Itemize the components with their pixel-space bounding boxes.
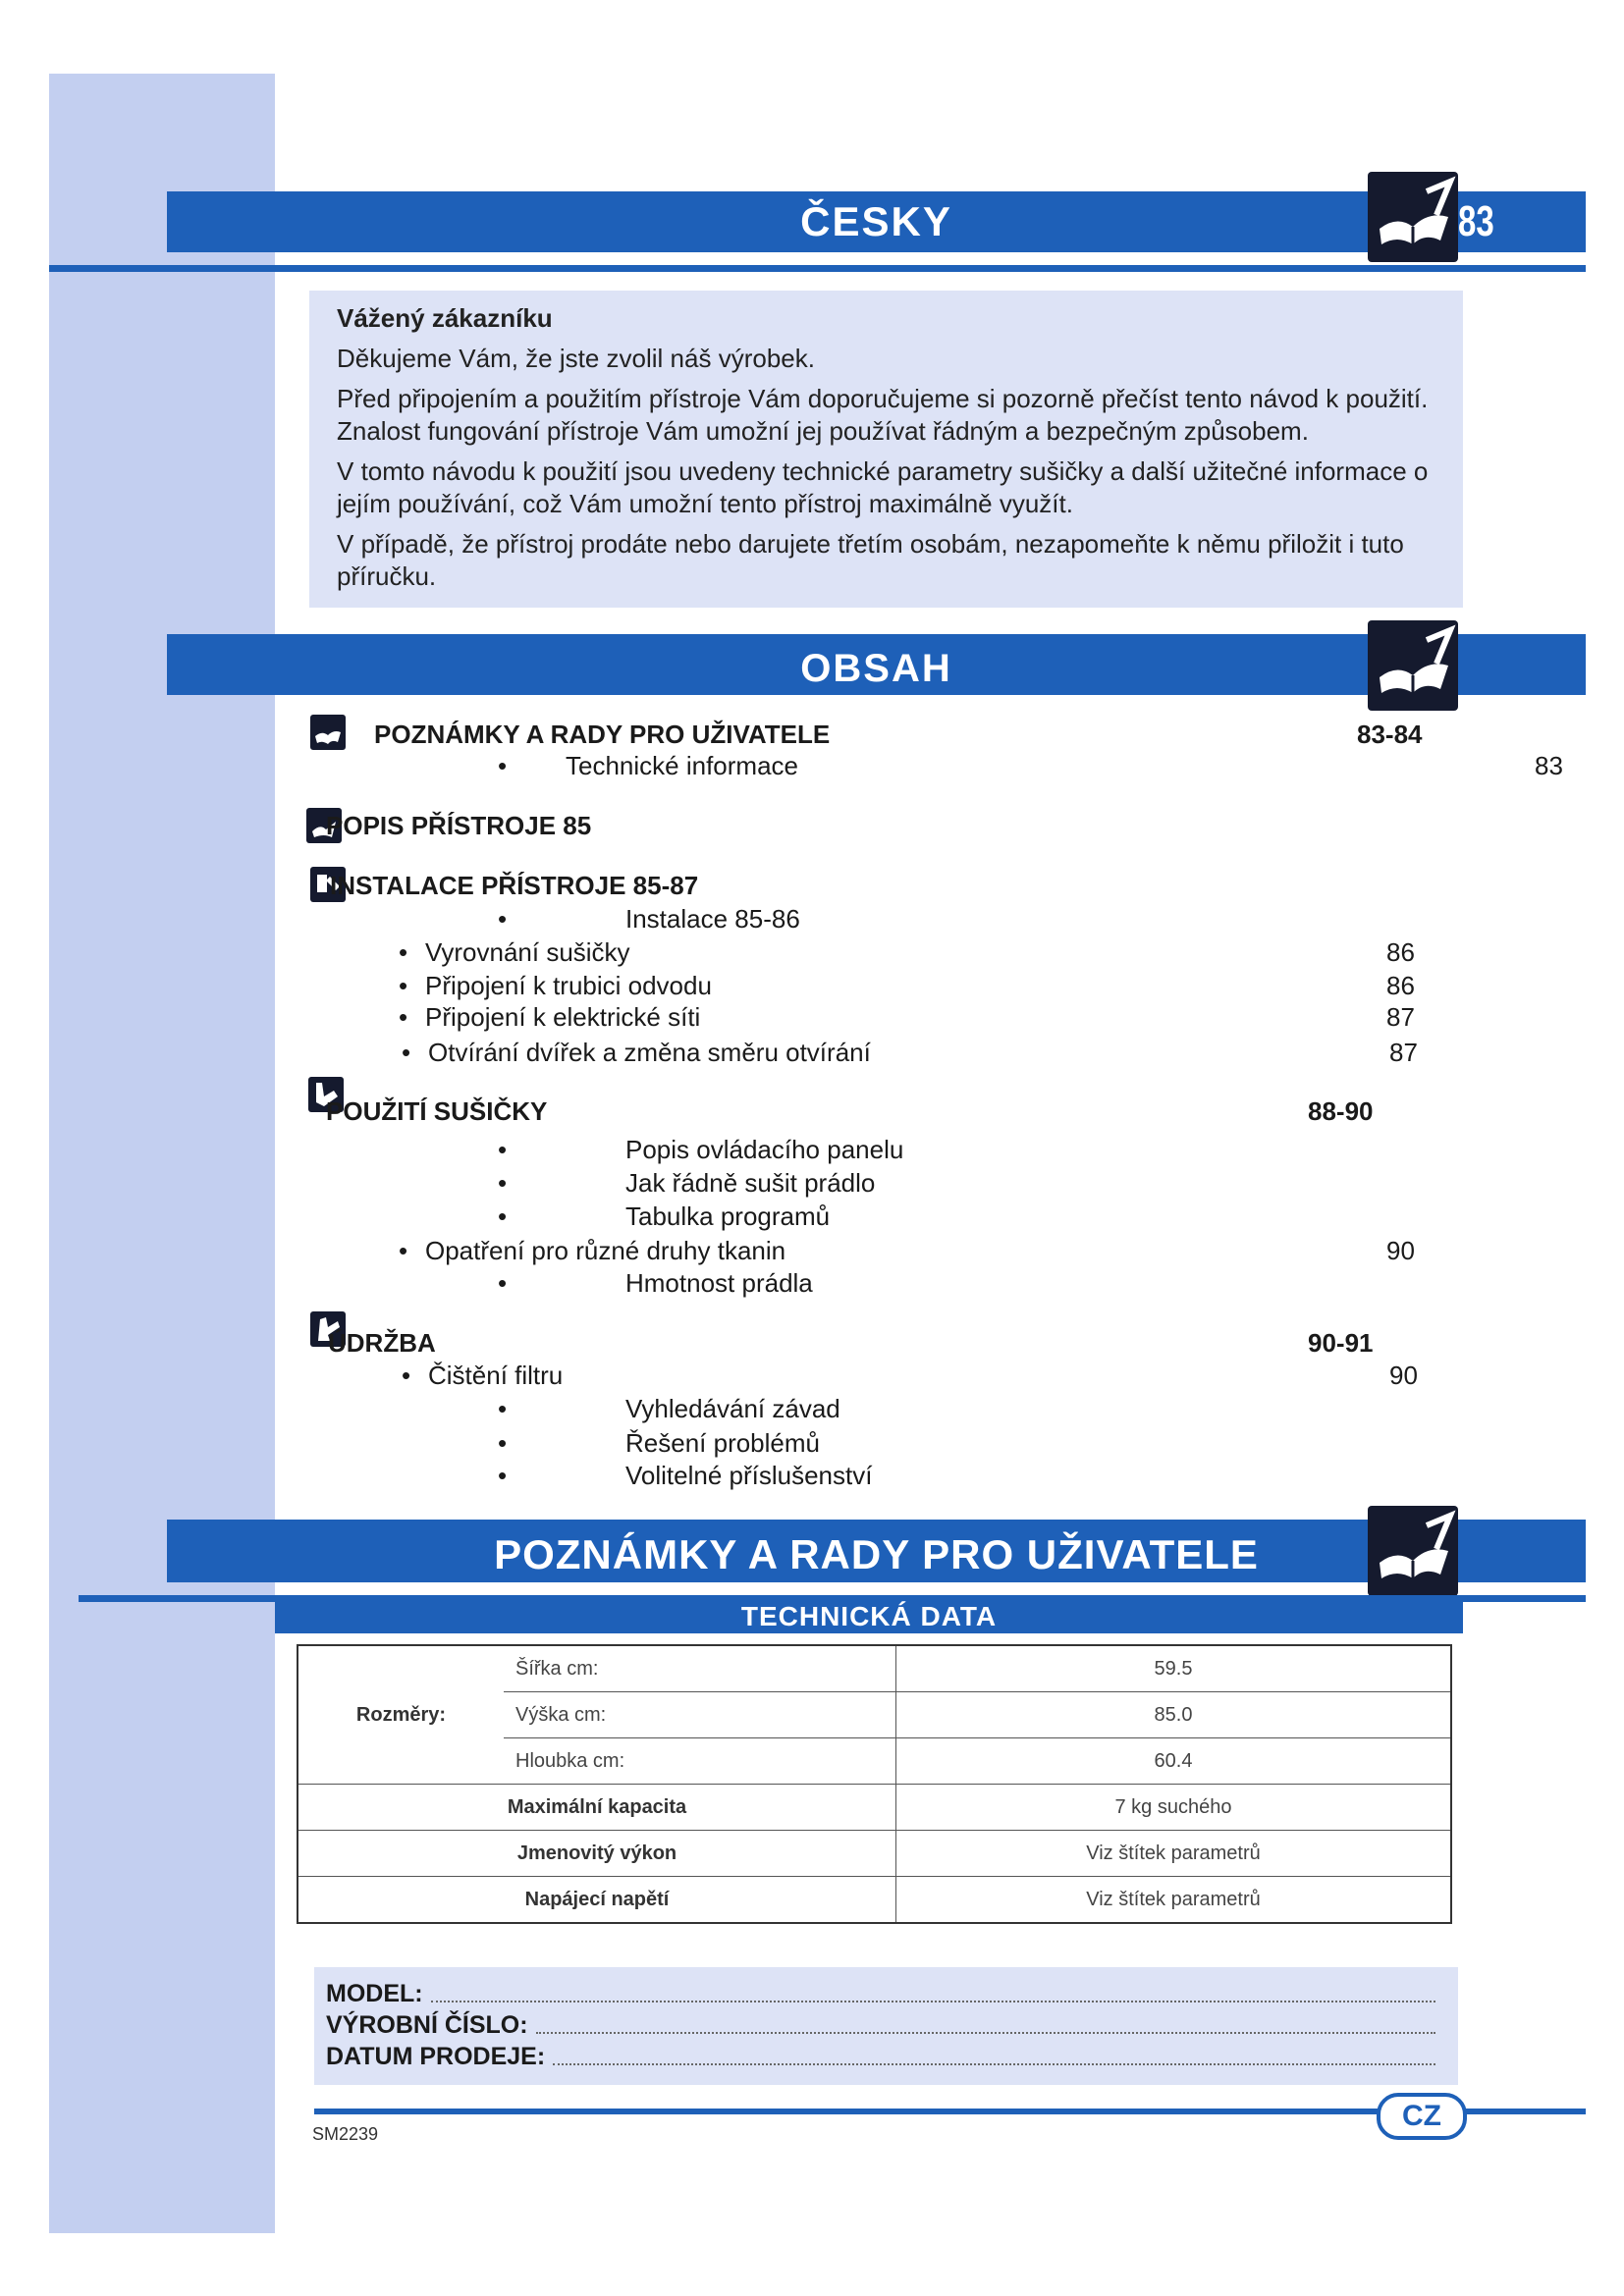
book-icon (1368, 620, 1458, 711)
model-label: MODEL: (326, 1980, 423, 2007)
toc-page: 90-91 (1308, 1328, 1374, 1358)
capacity-label: Maximální kapacita (298, 1785, 896, 1831)
toc-item: Jak řádně sušit prádlo (625, 1168, 876, 1198)
toc-page: 86 (1386, 937, 1415, 967)
notes-title: POZNÁMKY A RADY PRO UŽIVATELE (494, 1531, 1259, 1577)
country-badge: CZ (1377, 2093, 1467, 2140)
toc-page: 86 (1386, 971, 1415, 1000)
serial-number-label: VÝROBNÍ ČÍSLO: (326, 2011, 528, 2039)
toc-item: Hmotnost prádla (625, 1268, 813, 1298)
toc-item: Čištění filtru (428, 1361, 564, 1390)
book-icon (1368, 1506, 1458, 1596)
toc-item: Volitelné příslušenství (625, 1461, 873, 1490)
toc-heading-maintenance: ÚDRŽBA (328, 1328, 436, 1358)
power-label: Jmenovitý výkon (298, 1831, 896, 1877)
toc-item: Řešení problémů (625, 1428, 820, 1458)
voltage-value: Viz štítek parametrů (896, 1877, 1452, 1924)
width-value: 59.5 (896, 1645, 1452, 1692)
toc-heading-usage: POUŽITÍ SUŠIČKY (326, 1096, 548, 1126)
capacity-value: 7 kg suchého (896, 1785, 1452, 1831)
serial-number-row (326, 2008, 1435, 2040)
notes-icon (310, 715, 346, 750)
purchase-date-label: DATUM PRODEJE: (326, 2043, 546, 2070)
intro-paragraph-3: V tomto návodu k použití jsou uvedeny technické parametry sušičky a další užitečné informace o jejím používání, což Vám umožní tento přístroj maximálně využít. (337, 456, 1429, 518)
toc-item: Technické informace (566, 751, 798, 780)
depth-value: 60.4 (896, 1738, 1452, 1785)
voltage-label: Napájecí napětí (298, 1877, 896, 1924)
toc-heading-description: POPIS PŘÍSTROJE 85 (326, 811, 592, 840)
toc-page: 83-84 (1357, 720, 1423, 749)
toc-item: Připojení k elektrické síti (425, 1002, 701, 1032)
toc-page: 90 (1389, 1361, 1418, 1390)
book-icon (1368, 172, 1458, 262)
toc-item: Vyhledávání závad (625, 1394, 840, 1423)
toc-item: Připojení k trubici odvodu (425, 971, 712, 1000)
document-code: SM2239 (312, 2124, 379, 2144)
width-label: Šířka cm: (504, 1645, 896, 1692)
height-value: 85.0 (896, 1692, 1452, 1738)
page-number: 83 (1458, 197, 1494, 245)
intro-paragraph-2: Před připojením a použitím přístroje Vám doporučujeme si pozorně přečíst tento návod k použití. Znalost fungování přístroje Vám umožní jej používat řádným a bezpečným způsobem. (337, 384, 1429, 446)
toc-page: 83 (1535, 751, 1563, 780)
dimensions-label: Rozměry: (298, 1645, 504, 1785)
height-label: Výška cm: (504, 1692, 896, 1738)
toc-item: Opatření pro různé druhy tkanin (425, 1236, 786, 1265)
tech-data-title: TECHNICKÁ DATA (740, 1601, 998, 1631)
toc-item: Instalace 85-86 (625, 904, 800, 934)
left-sidebar (49, 74, 275, 2233)
toc-page: 90 (1386, 1236, 1415, 1265)
serial-info-box (314, 1967, 1458, 2085)
toc-item: Otvírání dvířek a změna směru otvírání (428, 1038, 871, 1067)
toc-page: 87 (1386, 1002, 1415, 1032)
power-value: Viz štítek parametrů (896, 1831, 1452, 1877)
language-title: ČESKY (800, 198, 952, 244)
toc-heading-installation: INSTALACE PŘÍSTROJE 85-87 (330, 871, 699, 900)
purchase-date-row (326, 2040, 1435, 2071)
toc-heading-notes: POZNÁMKY A RADY PRO UŽIVATELE (374, 720, 831, 749)
toc-item: Popis ovládacího panelu (625, 1135, 904, 1164)
toc-page: 88-90 (1308, 1096, 1374, 1126)
toc-item: Vyrovnání sušičky (425, 937, 630, 967)
intro-paragraph-1: Děkujeme Vám, že jste zvolil náš výrobek. (337, 344, 815, 373)
model-row (326, 1977, 1435, 2008)
toc-page: 87 (1389, 1038, 1418, 1067)
greeting: Vážený zákazníku (337, 303, 553, 333)
header-underline (49, 265, 1586, 272)
contents-title: OBSAH (800, 647, 952, 690)
depth-label: Hloubka cm: (504, 1738, 896, 1785)
toc-item: Tabulka programů (625, 1201, 831, 1231)
intro-paragraph-4: V případě, že přístroj prodáte nebo darujete třetím osobám, nezapomeňte k němu přiložit i tuto příručku. (337, 529, 1404, 591)
intro-box (309, 291, 1463, 608)
tech-data-table (297, 1644, 1452, 1924)
